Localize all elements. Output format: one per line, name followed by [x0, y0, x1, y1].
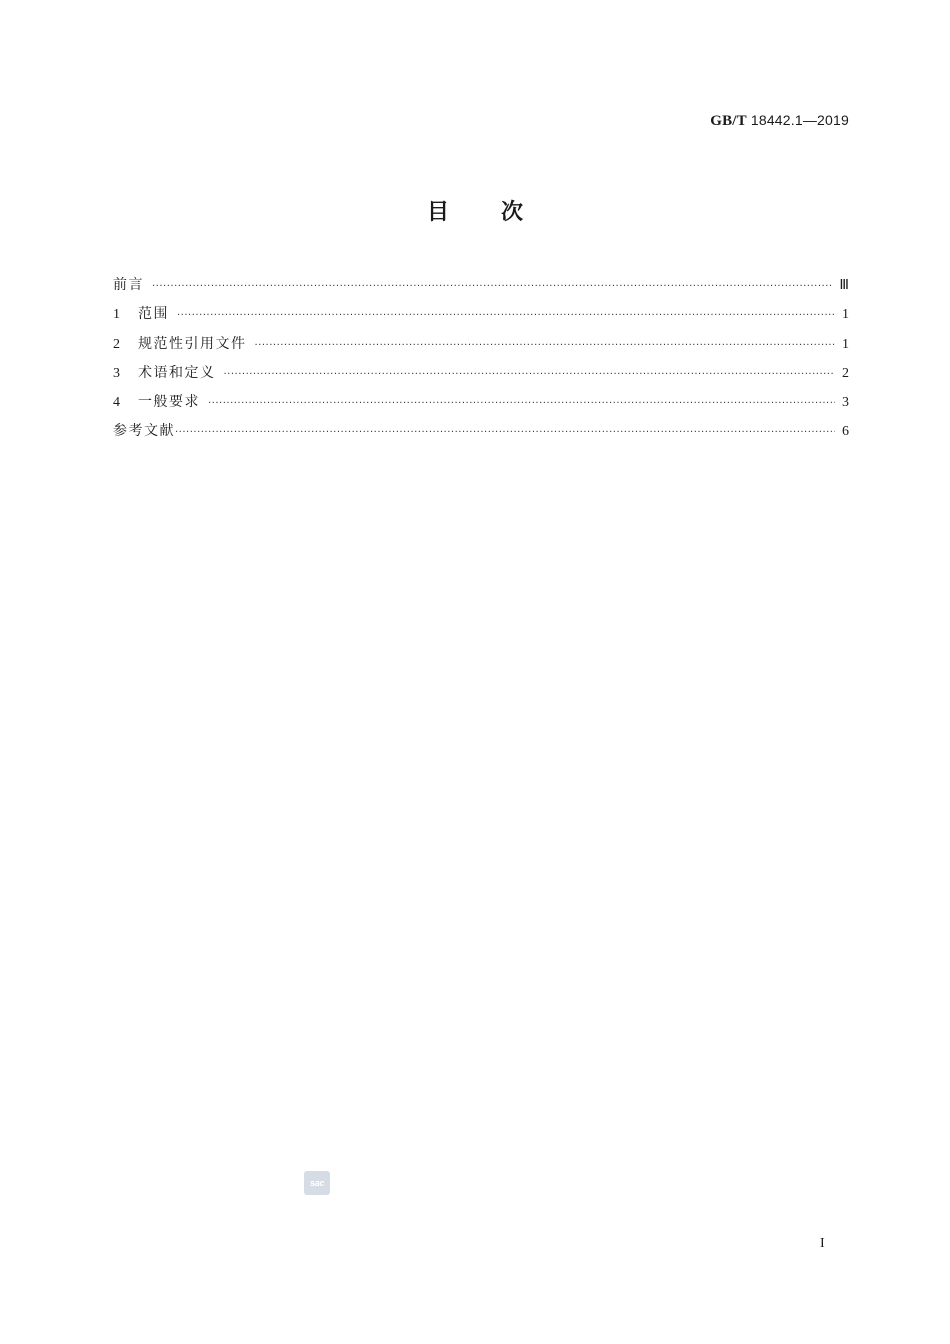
toc-dot-leader — [208, 398, 835, 409]
toc-dot-leader — [255, 340, 836, 351]
toc-dot-leader — [152, 281, 833, 292]
toc-entry-label: 前言 — [113, 277, 144, 293]
standard-number: 18442.1—2019 — [750, 112, 849, 128]
standard-code — [710, 112, 849, 130]
toc-entry-page: 1 — [842, 336, 849, 352]
toc-entry-foreword[interactable] — [113, 274, 849, 303]
toc-entry-normative-references[interactable] — [113, 333, 849, 362]
toc-entry-number: 4 — [113, 395, 120, 411]
toc-entry-label: 术语和定义 — [138, 364, 216, 381]
toc-entry-number: 3 — [113, 365, 120, 381]
toc-entry-label: 参考文献 — [113, 423, 175, 440]
toc-dot-leader — [175, 427, 835, 438]
toc-entry-number: 1 — [113, 307, 120, 323]
table-of-contents — [113, 274, 849, 450]
toc-entry-bibliography[interactable] — [113, 420, 849, 449]
toc-entry-number: 2 — [113, 336, 120, 352]
toc-entry-terms-definitions[interactable] — [113, 362, 849, 391]
toc-entry-general-requirements[interactable] — [113, 391, 849, 420]
toc-entry-label: 一般要求 — [138, 394, 200, 411]
toc-entry-page: 2 — [842, 365, 849, 381]
page-number: I — [820, 1236, 825, 1251]
toc-dot-leader — [177, 310, 835, 321]
toc-entry-label: 规范性引用文件 — [138, 335, 247, 352]
toc-entry-page: 1 — [842, 307, 849, 323]
page-title — [0, 195, 950, 226]
title-char-2: 次 — [501, 200, 524, 225]
toc-dot-leader — [224, 369, 836, 380]
toc-entry-page: 6 — [842, 424, 849, 440]
sac-logo-icon: sac — [304, 1171, 330, 1195]
toc-entry-page: Ⅲ — [839, 278, 849, 293]
title-char-1: 目 — [426, 200, 449, 225]
toc-entry-label: 范围 — [138, 306, 169, 323]
standard-prefix: GB/T — [710, 113, 747, 129]
toc-entry-scope[interactable] — [113, 303, 849, 332]
toc-entry-page: 3 — [842, 395, 849, 411]
